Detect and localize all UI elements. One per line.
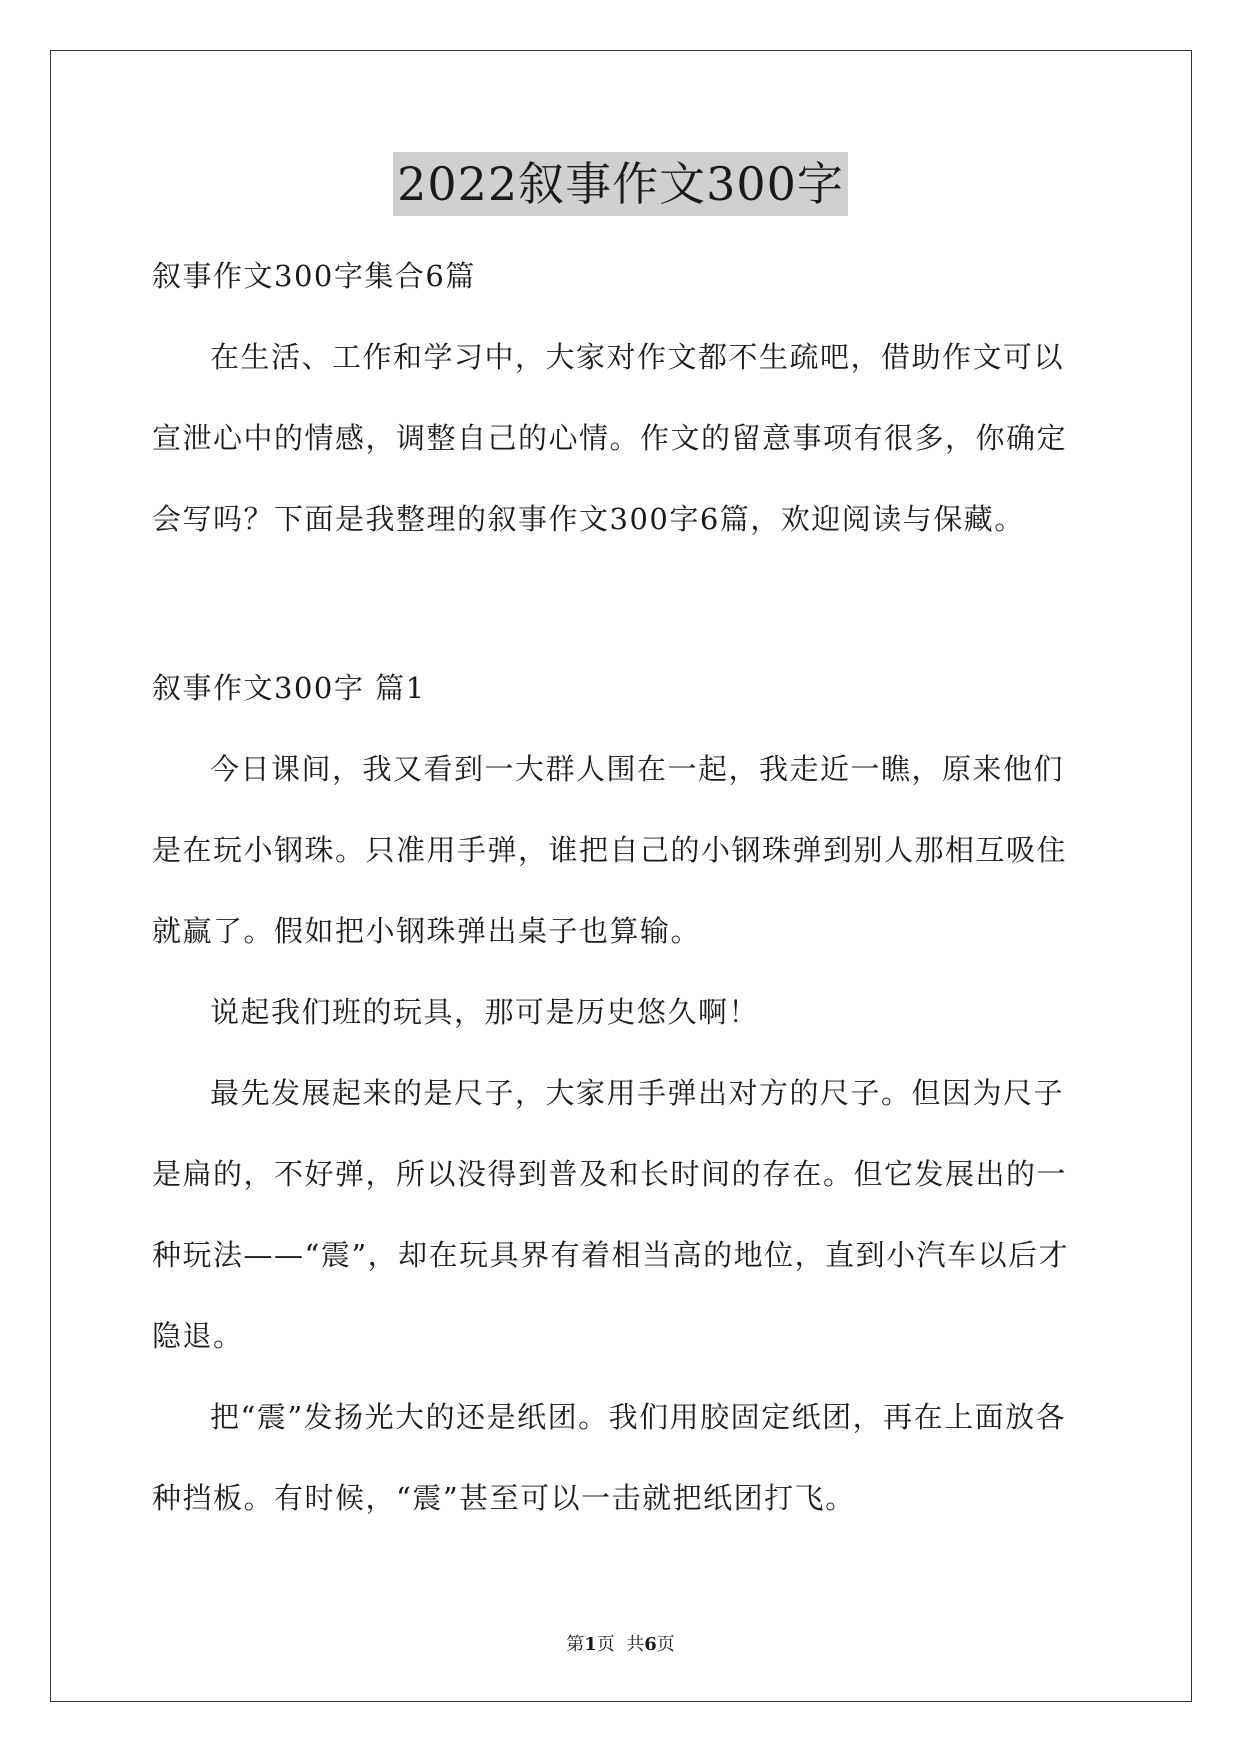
document-body bbox=[152, 236, 1092, 1539]
body-paragraph-1: 今日课间，我又看到一大群人围在一起，我走近一瞧，原来他们是在玩小钢珠。只准用手弹，谁把自己的小钢珠弹到别人那相互吸住就赢了。假如把小钢珠弹出桌子也算输。 bbox=[152, 752, 1068, 948]
section-heading: 叙事作文300字 篇1 bbox=[152, 671, 426, 705]
document-title: 2022叙事作文300字 bbox=[393, 152, 848, 216]
body-paragraph-2: 说起我们班的玩具，那可是历史悠久啊！ bbox=[210, 995, 760, 1029]
subtitle: 叙事作文300字集合6篇 bbox=[152, 259, 476, 293]
body-paragraph-3: 最先发展起来的是尺子，大家用手弹出对方的尺子。但因为尺子是扁的，不好弹，所以没得到普及和长时间的存在。但它发展出的一种玩法——“震”，却在玩具界有着相当高的地位，直到小汽车以后才隐退。 bbox=[152, 1076, 1070, 1353]
page-prefix: 第 bbox=[566, 1634, 585, 1655]
intro-paragraph: 在生活、工作和学习中，大家对作文都不生疏吧，借助作文可以宣泄心中的情感，调整自己的心情。作文的留意事项有很多，你确定会写吗？下面是我整理的叙事作文300字6篇，欢迎阅读与保藏。 bbox=[152, 340, 1068, 536]
page-total-number: 6 bbox=[644, 1634, 657, 1655]
title-container bbox=[0, 152, 1241, 216]
page-footer bbox=[0, 1630, 1241, 1656]
page-suffix: 页 bbox=[656, 1634, 675, 1655]
section-gap bbox=[152, 560, 1092, 648]
page-mid: 页 共 bbox=[596, 1634, 645, 1655]
page-current-number: 1 bbox=[584, 1634, 597, 1655]
body-paragraph-4: 把“震”发扬光大的还是纸团。我们用胶固定纸团，再在上面放各种挡板。有时候，“震”甚至可以一击就把纸团打飞。 bbox=[152, 1400, 1067, 1515]
